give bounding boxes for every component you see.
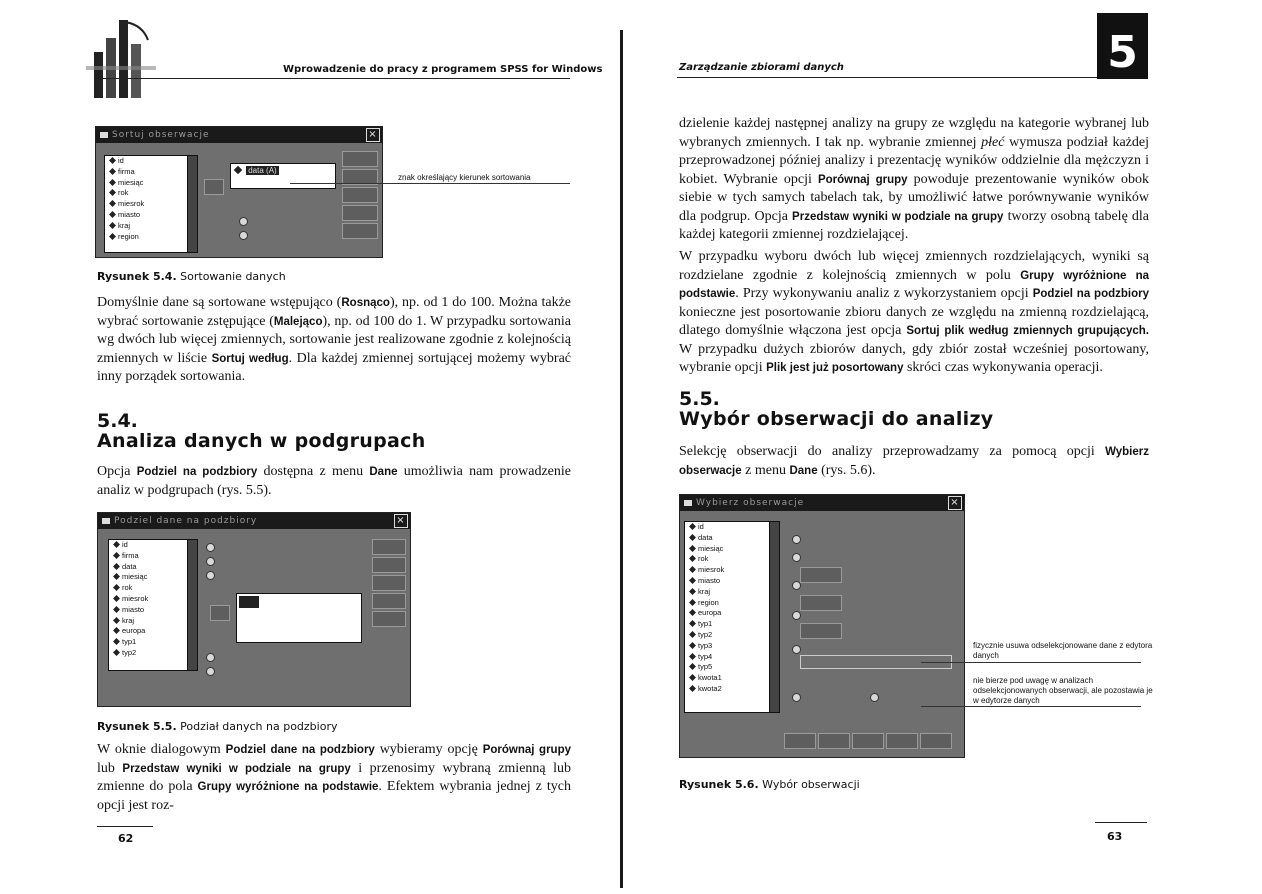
list-item[interactable]: typ1 <box>685 619 779 630</box>
running-header: Wprowadzenie do pracy z programem SPSS for Windows <box>283 64 603 75</box>
dialog-titlebar <box>96 127 382 143</box>
list-item[interactable]: rok <box>105 188 197 199</box>
list-item[interactable]: firma <box>105 167 197 178</box>
paragraph: W oknie dialogowym Podziel dane na podzbiory wybieramy opcję Porównaj grupy lub Przedstaw wyniki w podziale na grupy i przenosimy wybraną zmienną lub zmienne do pola Grupy wyróżnione na podstawie. Efektem wybrania jednej z tych opcji jest roz- <box>97 742 572 813</box>
variable-icon <box>109 211 116 218</box>
filtered-radio[interactable] <box>792 693 801 702</box>
figure-caption: Rysunek 5.5. Podział danych na podzbiory <box>97 720 338 733</box>
ok-button[interactable] <box>342 151 378 167</box>
variable-icon <box>689 653 696 660</box>
select-cases-dialog <box>679 494 965 758</box>
variable-icon <box>109 222 116 229</box>
variable-icon <box>113 649 120 656</box>
ok-button[interactable] <box>372 539 406 555</box>
variable-icon <box>689 674 696 681</box>
cancel-button[interactable] <box>886 733 918 749</box>
list-item[interactable]: data <box>685 533 779 544</box>
descending-radio[interactable] <box>239 231 248 240</box>
variable-icon <box>113 606 120 613</box>
footer-rule <box>1095 822 1147 823</box>
list-item[interactable]: typ1 <box>109 637 197 648</box>
range-radio[interactable] <box>792 611 801 620</box>
variable-icon <box>113 573 120 580</box>
section-number: 5.5. <box>679 388 720 410</box>
list-item[interactable]: id <box>105 156 197 167</box>
list-item[interactable]: typ2 <box>685 630 779 641</box>
all-cases-radio[interactable] <box>792 535 801 544</box>
list-item[interactable]: data <box>109 562 197 573</box>
figure-caption: Rysunek 5.6. Wybór obserwacji <box>679 778 860 791</box>
list-item[interactable]: miasto <box>685 576 779 587</box>
list-item[interactable]: typ3 <box>685 641 779 652</box>
variable-icon <box>113 595 120 602</box>
scrollbar[interactable] <box>187 156 197 252</box>
if-button[interactable] <box>800 567 842 583</box>
list-item[interactable]: id <box>685 522 779 533</box>
variable-list[interactable] <box>104 155 198 253</box>
close-icon[interactable]: × <box>948 496 962 510</box>
list-item[interactable]: europa <box>109 626 197 637</box>
annotation-leader-line <box>921 662 1141 663</box>
figure-annotation: nie bierze pod uwagę w analizach odselekcjonowanych obserwacji, ale pozostawia je w edytorze danych <box>973 676 1153 705</box>
deleted-radio[interactable] <box>870 693 879 702</box>
range-button[interactable] <box>800 623 842 639</box>
reset-button[interactable] <box>372 575 406 591</box>
section-title: Analiza danych w podgrupach <box>97 430 426 452</box>
variable-icon <box>113 541 120 548</box>
variable-icon <box>113 552 120 559</box>
list-item[interactable]: rok <box>685 554 779 565</box>
reset-button[interactable] <box>342 187 378 203</box>
help-button[interactable] <box>372 611 406 627</box>
close-icon[interactable]: × <box>394 514 408 528</box>
sort-cases-dialog <box>95 126 383 258</box>
annotation-leader-line <box>290 183 570 184</box>
figure-annotation: znak określający kierunek sortowania <box>398 173 531 182</box>
dialog-titlebar <box>98 513 410 529</box>
random-sample-radio[interactable] <box>792 581 801 590</box>
list-item[interactable]: miasto <box>105 210 197 221</box>
variable-icon <box>234 166 242 174</box>
ok-button[interactable] <box>784 733 816 749</box>
list-item[interactable]: id <box>109 540 197 551</box>
paste-button[interactable] <box>372 557 406 573</box>
list-item[interactable]: kwota2 <box>685 684 779 695</box>
sample-button[interactable] <box>800 595 842 611</box>
if-condition-radio[interactable] <box>792 553 801 562</box>
list-item[interactable]: region <box>105 232 197 243</box>
dialog-title: Sortuj obserwacje <box>112 130 210 140</box>
variable-icon <box>689 609 696 616</box>
variable-icon <box>689 566 696 573</box>
page-number: 62 <box>118 832 134 845</box>
dialog-titlebar <box>680 495 964 511</box>
list-item[interactable]: typ4 <box>685 652 779 663</box>
variable-icon <box>689 577 696 584</box>
dialog-title: Wybierz obserwacje <box>696 498 805 508</box>
list-item[interactable]: miesrok <box>685 565 779 576</box>
file-sorted-radio[interactable] <box>206 667 215 676</box>
variable-icon <box>109 200 116 207</box>
paragraph: Domyślnie dane są sortowane wstępująco (Rosnąco), np. od 1 do 100. Można także wybrać sortowanie zstępujące (Malejąco), np. od 100 do 1. W przypadku sortowania wg dwóch lub więcej zmiennych, sortowanie jest realizowane zgodnie z kolejnością zmiennych w liście Sortuj według. Dla każdej zmiennej sortującej możemy wybrać inny porządek sortowania. <box>97 295 571 384</box>
organize-output-radio[interactable] <box>206 571 215 580</box>
list-item[interactable]: miasto <box>109 605 197 616</box>
variable-icon <box>689 555 696 562</box>
annotation-leader-line <box>921 706 1141 707</box>
split-file-dialog <box>97 512 411 707</box>
variable-icon <box>113 638 120 645</box>
paragraph: Opcja Podziel na podzbiory dostępna z menu Dane umożliwia nam prowadzenie analiz w podgrupach (rys. 5.5). <box>97 464 572 498</box>
variable-icon <box>689 534 696 541</box>
move-arrow-button[interactable] <box>210 605 230 621</box>
paragraph: Selekcję obserwacji do analizy przeprowadzamy za pomocą opcji Wybierz obserwacje z menu Dane (rys. 5.6). <box>679 444 1149 478</box>
sort-file-radio[interactable] <box>206 653 215 662</box>
list-item[interactable]: kraj <box>105 221 197 232</box>
variable-icon <box>689 523 696 530</box>
list-item[interactable]: region <box>685 598 779 609</box>
running-header: Zarządzanie zbiorami danych <box>679 62 844 73</box>
list-item[interactable]: kraj <box>109 616 197 627</box>
list-item[interactable]: typ5 <box>685 662 779 673</box>
section-title: Wybór obserwacji do analizy <box>679 408 994 430</box>
variable-icon <box>689 631 696 638</box>
groups-based-on-list[interactable] <box>236 593 362 643</box>
list-item[interactable]: miesiąc <box>105 178 197 189</box>
right-page <box>631 0 1262 894</box>
list-item[interactable]: miesiąc <box>109 572 197 583</box>
spss-bar-logo-icon <box>86 18 158 98</box>
variable-icon <box>109 189 116 196</box>
list-item[interactable]: firma <box>109 551 197 562</box>
variable-icon <box>689 642 696 649</box>
variable-icon <box>689 663 696 670</box>
chapter-number-tab: 5 <box>1097 13 1148 79</box>
list-item[interactable]: miesiąc <box>685 544 779 555</box>
close-icon[interactable]: × <box>366 128 380 142</box>
list-item[interactable]: europa <box>685 608 779 619</box>
figure-annotation: fizycznie usuwa odselekcjonowane dane z edytora danych <box>973 641 1153 660</box>
ascending-radio[interactable] <box>239 217 248 226</box>
selected-sort-variable[interactable]: data (A) <box>248 166 277 175</box>
list-item[interactable]: rok <box>109 583 197 594</box>
section-number: 5.4. <box>97 410 138 432</box>
variable-icon <box>113 627 120 634</box>
list-item[interactable]: kwota1 <box>685 673 779 684</box>
dialog-title: Podziel dane na podzbiory <box>114 516 258 526</box>
variable-icon <box>109 233 116 240</box>
variable-list[interactable] <box>684 521 780 713</box>
analyze-all-radio[interactable] <box>206 543 215 552</box>
variable-icon <box>109 157 116 164</box>
variable-icon <box>109 168 116 175</box>
scrollbar[interactable] <box>187 540 197 670</box>
variable-icon <box>689 588 696 595</box>
figure-caption: Rysunek 5.4. Sortowanie danych <box>97 270 286 283</box>
variable-icon <box>113 563 120 570</box>
header-rule <box>96 78 570 79</box>
variable-icon <box>689 685 696 692</box>
move-arrow-button[interactable] <box>204 179 224 195</box>
list-item[interactable]: miesrok <box>105 199 197 210</box>
list-item[interactable]: typ2 <box>109 648 197 659</box>
paragraph: W przypadku wyboru dwóch lub więcej zmiennych rozdzielających, wyniki są rozdzielane zgodnie z kolejnością zmiennych w polu Grupy wyróżnione na podstawie. Przy wykonywaniu analiz z wykorzystaniem opcji Podziel na podzbiory konieczne jest posortowanie zbioru danych ze względu na zmienną rozdzielającą, dlatego domyślnie włączona jest opcja Sortuj plik według zmiennych grupujących. W przypadku dużych zbiorów danych, gdy zbiór został wcześniej posortowany, wybranie opcji Plik jest już posortowany skróci czas wykonywania operacji. <box>679 249 1149 375</box>
scrollbar[interactable] <box>769 522 779 712</box>
variable-icon <box>109 179 116 186</box>
reset-button[interactable] <box>852 733 884 749</box>
variable-icon <box>239 596 259 608</box>
variable-list[interactable] <box>108 539 198 671</box>
page-number: 63 <box>1107 830 1123 843</box>
sort-by-list[interactable] <box>230 163 336 189</box>
help-button[interactable] <box>920 733 952 749</box>
compare-groups-radio[interactable] <box>206 557 215 566</box>
variable-icon <box>689 599 696 606</box>
header-rule <box>677 77 1147 78</box>
list-item[interactable]: miesrok <box>109 594 197 605</box>
list-item[interactable]: kraj <box>685 587 779 598</box>
paragraph: dzielenie każdej następnej analizy na grupy ze względu na kategorie wybranej lub wybranych zmiennych. I tak np. wybranie zmiennej płeć wymusza podział każdej przeprowadzonej później analizy i prezentację wyników oddzielnie dla mężczyzn i kobiet. Wybranie opcji Porównaj grupy powoduje prezentowanie wyników obok siebie w tych samych tabelach tak, by umożliwić łatwe porównywanie wyników dla podgrup. Opcja Przedstaw wyniki w podziale na grupy tworzy osobną tabelę dla każdej kategorii zmiennej rozdzielającej. <box>679 116 1149 242</box>
cancel-button[interactable] <box>342 205 378 221</box>
footer-rule <box>97 826 153 827</box>
variable-icon <box>689 545 696 552</box>
filter-variable-radio[interactable] <box>792 645 801 654</box>
variable-icon <box>113 617 120 624</box>
variable-icon <box>689 620 696 627</box>
cancel-button[interactable] <box>372 593 406 609</box>
paste-button[interactable] <box>818 733 850 749</box>
help-button[interactable] <box>342 223 378 239</box>
variable-icon <box>113 584 120 591</box>
